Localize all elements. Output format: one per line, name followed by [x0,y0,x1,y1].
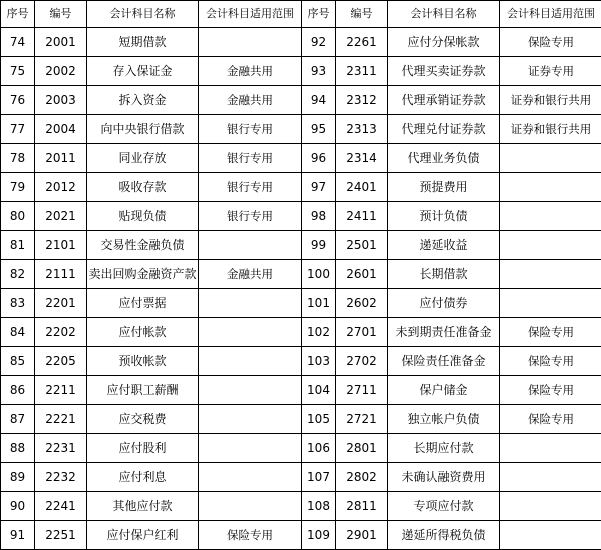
cell-code-left: 2232 [35,463,87,492]
cell-name-left: 拆入资金 [87,86,199,115]
cell-seq-left: 84 [1,318,35,347]
cell-scope-left: 金融共用 [199,260,302,289]
cell-code-left: 2011 [35,144,87,173]
cell-scope-left [199,289,302,318]
cell-code-left: 2211 [35,376,87,405]
cell-code-right: 2701 [336,318,388,347]
header-scope-right: 会计科目适用范围 [500,1,601,28]
cell-name-left: 同业存放 [87,144,199,173]
cell-scope-right: 保险专用 [500,376,601,405]
header-scope-left: 会计科目适用范围 [199,1,302,28]
cell-scope-left [199,405,302,434]
cell-scope-right [500,202,601,231]
cell-name-left: 应付票据 [87,289,199,318]
cell-seq-left: 86 [1,376,35,405]
cell-code-left: 2205 [35,347,87,376]
cell-name-right: 预计负债 [388,202,500,231]
cell-scope-left: 银行专用 [199,115,302,144]
cell-seq-left: 79 [1,173,35,202]
cell-code-left: 2012 [35,173,87,202]
cell-name-left: 应付保户红利 [87,521,199,550]
cell-code-right: 2801 [336,434,388,463]
cell-name-right: 保户储金 [388,376,500,405]
table-row [1,28,601,57]
cell-seq-left: 82 [1,260,35,289]
cell-code-left: 2241 [35,492,87,521]
table-row [1,405,601,434]
cell-scope-right [500,492,601,521]
cell-scope-right [500,463,601,492]
cell-code-left: 2111 [35,260,87,289]
cell-code-right: 2601 [336,260,388,289]
cell-name-right: 代理兑付证券款 [388,115,500,144]
cell-seq-right: 104 [302,376,336,405]
table-row [1,492,601,521]
cell-scope-right: 保险专用 [500,28,601,57]
cell-scope-left [199,28,302,57]
cell-code-left: 2001 [35,28,87,57]
cell-name-right: 递延所得税负债 [388,521,500,550]
cell-scope-right: 证券专用 [500,57,601,86]
cell-name-left: 应交税费 [87,405,199,434]
table-row [1,376,601,405]
cell-scope-left: 银行专用 [199,202,302,231]
cell-name-left: 存入保证金 [87,57,199,86]
cell-code-left: 2221 [35,405,87,434]
table-row [1,202,601,231]
cell-name-right: 应付分保帐款 [388,28,500,57]
table-row [1,57,601,86]
table-row [1,347,601,376]
cell-code-right: 2261 [336,28,388,57]
cell-scope-left: 银行专用 [199,144,302,173]
cell-scope-left [199,231,302,260]
table-row [1,463,601,492]
cell-name-left: 应付职工薪酬 [87,376,199,405]
table-row [1,115,601,144]
cell-seq-right: 99 [302,231,336,260]
cell-scope-right [500,289,601,318]
cell-scope-left: 金融共用 [199,57,302,86]
cell-seq-left: 88 [1,434,35,463]
cell-seq-left: 74 [1,28,35,57]
cell-name-right: 预提费用 [388,173,500,202]
cell-scope-right: 保险专用 [500,318,601,347]
cell-name-left: 应付股利 [87,434,199,463]
table-row [1,434,601,463]
cell-scope-right [500,231,601,260]
cell-code-right: 2802 [336,463,388,492]
cell-seq-right: 96 [302,144,336,173]
cell-name-right: 代理业务负债 [388,144,500,173]
cell-name-right: 应付债券 [388,289,500,318]
header-seq-right: 序号 [302,1,336,28]
table-row [1,318,601,347]
cell-scope-left [199,347,302,376]
cell-seq-right: 100 [302,260,336,289]
header-code-right: 编号 [336,1,388,28]
cell-scope-left: 保险专用 [199,521,302,550]
table-row [1,144,601,173]
cell-scope-right [500,173,601,202]
cell-name-right: 长期应付款 [388,434,500,463]
cell-seq-left: 78 [1,144,35,173]
cell-scope-left: 金融共用 [199,86,302,115]
header-name-right: 会计科目名称 [388,1,500,28]
cell-seq-left: 91 [1,521,35,550]
cell-name-right: 保险责任准备金 [388,347,500,376]
cell-code-left: 2101 [35,231,87,260]
cell-code-left: 2201 [35,289,87,318]
cell-seq-right: 92 [302,28,336,57]
cell-code-right: 2711 [336,376,388,405]
cell-seq-right: 98 [302,202,336,231]
cell-code-right: 2311 [336,57,388,86]
cell-seq-left: 76 [1,86,35,115]
cell-name-right: 独立帐户负债 [388,405,500,434]
cell-name-right: 未确认融资费用 [388,463,500,492]
cell-name-left: 应付利息 [87,463,199,492]
cell-seq-right: 97 [302,173,336,202]
cell-code-right: 2702 [336,347,388,376]
header-code-left: 编号 [35,1,87,28]
cell-code-right: 2501 [336,231,388,260]
cell-name-left: 应付帐款 [87,318,199,347]
cell-name-left: 贴现负债 [87,202,199,231]
cell-name-right: 长期借款 [388,260,500,289]
cell-name-right: 递延收益 [388,231,500,260]
cell-seq-right: 93 [302,57,336,86]
cell-name-left: 吸收存款 [87,173,199,202]
cell-code-right: 2401 [336,173,388,202]
cell-seq-left: 75 [1,57,35,86]
cell-scope-right: 保险专用 [500,347,601,376]
cell-code-left: 2021 [35,202,87,231]
header-seq-left: 序号 [1,1,35,28]
cell-seq-right: 103 [302,347,336,376]
cell-seq-left: 77 [1,115,35,144]
cell-code-right: 2411 [336,202,388,231]
cell-code-left: 2003 [35,86,87,115]
cell-seq-left: 87 [1,405,35,434]
cell-code-left: 2002 [35,57,87,86]
table-body [1,28,601,550]
cell-code-left: 2202 [35,318,87,347]
cell-seq-left: 90 [1,492,35,521]
table-row [1,289,601,318]
cell-seq-right: 106 [302,434,336,463]
cell-scope-left [199,492,302,521]
cell-seq-right: 95 [302,115,336,144]
cell-code-left: 2231 [35,434,87,463]
table-row [1,260,601,289]
cell-scope-right: 证券和银行共用 [500,115,601,144]
cell-seq-right: 101 [302,289,336,318]
cell-code-right: 2602 [336,289,388,318]
cell-code-right: 2721 [336,405,388,434]
cell-code-right: 2314 [336,144,388,173]
cell-seq-right: 109 [302,521,336,550]
cell-code-left: 2004 [35,115,87,144]
cell-scope-left [199,376,302,405]
cell-seq-right: 107 [302,463,336,492]
cell-seq-left: 89 [1,463,35,492]
cell-scope-left: 银行专用 [199,173,302,202]
cell-seq-left: 85 [1,347,35,376]
header-name-left: 会计科目名称 [87,1,199,28]
cell-scope-right [500,434,601,463]
cell-scope-right [500,260,601,289]
cell-seq-left: 80 [1,202,35,231]
cell-name-left: 短期借款 [87,28,199,57]
cell-seq-right: 105 [302,405,336,434]
table-header-row [1,1,601,28]
cell-name-left: 其他应付款 [87,492,199,521]
cell-scope-left [199,463,302,492]
cell-code-right: 2312 [336,86,388,115]
cell-scope-left [199,318,302,347]
cell-scope-right: 保险专用 [500,405,601,434]
cell-name-left: 向中央银行借款 [87,115,199,144]
cell-code-right: 2811 [336,492,388,521]
cell-seq-left: 83 [1,289,35,318]
cell-seq-left: 81 [1,231,35,260]
cell-seq-right: 94 [302,86,336,115]
cell-name-right: 专项应付款 [388,492,500,521]
cell-scope-right [500,521,601,550]
cell-name-right: 未到期责任准备金 [388,318,500,347]
table-row [1,173,601,202]
cell-name-right: 代理买卖证券款 [388,57,500,86]
cell-scope-right: 证券和银行共用 [500,86,601,115]
cell-name-right: 代理承销证券款 [388,86,500,115]
table-row [1,231,601,260]
cell-code-right: 2313 [336,115,388,144]
cell-name-left: 预收帐款 [87,347,199,376]
table-row [1,521,601,550]
table-row [1,86,601,115]
cell-name-left: 卖出回购金融资产款 [87,260,199,289]
cell-seq-right: 102 [302,318,336,347]
cell-scope-left [199,434,302,463]
cell-name-left: 交易性金融负债 [87,231,199,260]
cell-scope-right [500,144,601,173]
cell-seq-right: 108 [302,492,336,521]
cell-code-left: 2251 [35,521,87,550]
cell-code-right: 2901 [336,521,388,550]
